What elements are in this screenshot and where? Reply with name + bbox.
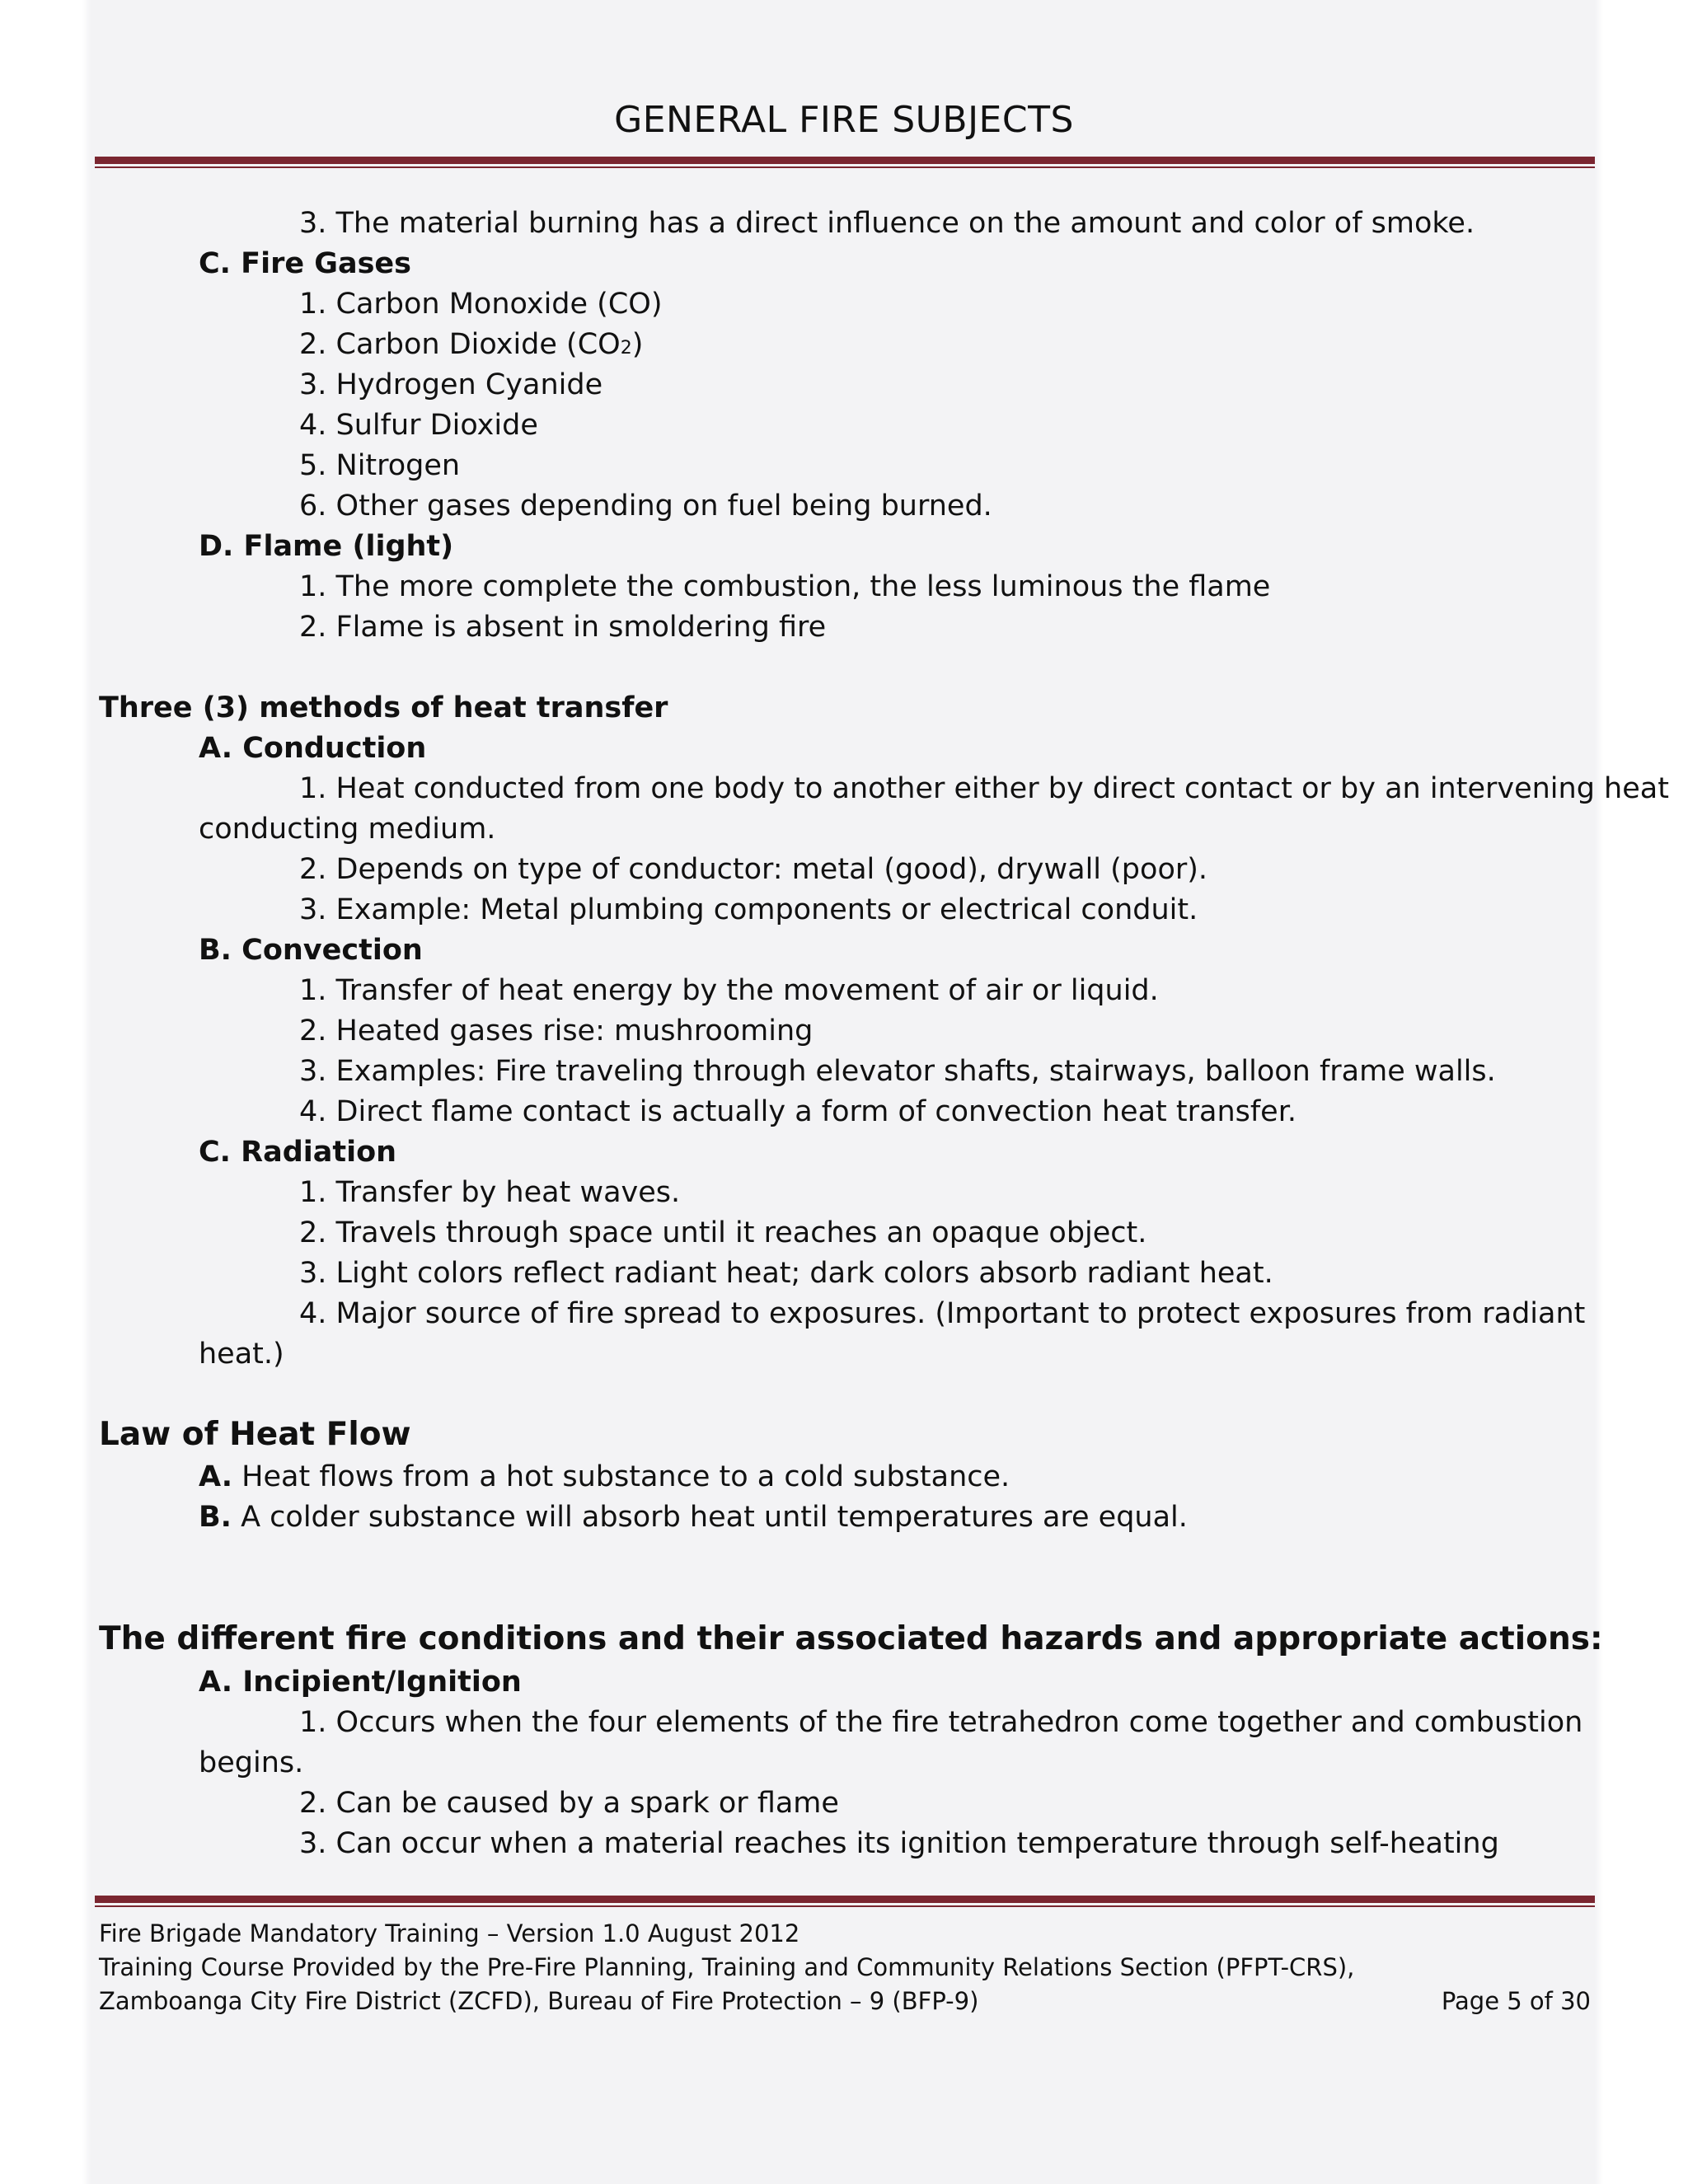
flame-item-1: 1. The more complete the combustion, the less luminous the flame: [299, 570, 1271, 603]
flame-item-2: 2. Flame is absent in smoldering fire: [299, 611, 827, 644]
convection-item-4: 4. Direct flame contact is actually a form of convection heat transfer.: [299, 1095, 1297, 1128]
conduction-item-2: 2. Depends on type of conductor: metal (good), drywall (poor).: [299, 853, 1208, 886]
conduction-item-1-cont: conducting medium.: [199, 813, 496, 846]
fire-gases-heading: C. Fire Gases: [199, 247, 412, 280]
radiation-item-2: 2. Travels through space until it reaches an opaque object.: [299, 1216, 1147, 1249]
footer-version: Fire Brigade Mandatory Training – Version 1.0 August 2012: [99, 1919, 800, 1947]
radiation-heading: C. Radiation: [199, 1136, 397, 1169]
conduction-heading: A. Conduction: [199, 732, 427, 765]
page-number: Page 5 of 30: [1441, 1987, 1591, 2015]
law-item-a: A. Heat flows from a hot substance to a cold substance.: [199, 1460, 1010, 1493]
incipient-item-1-cont: begins.: [199, 1746, 304, 1779]
header-rule: [95, 157, 1595, 168]
incipient-heading: A. Incipient/Ignition: [199, 1666, 522, 1699]
gas-item-4: 4. Sulfur Dioxide: [299, 409, 538, 442]
page-title: GENERAL FIRE SUBJECTS: [614, 99, 1074, 141]
convection-item-3: 3. Examples: Fire traveling through elevator shafts, stairways, balloon frame walls.: [299, 1055, 1496, 1088]
gas-item-3: 3. Hydrogen Cyanide: [299, 368, 603, 401]
gas-item-1: 1. Carbon Monoxide (CO): [299, 288, 663, 321]
flame-heading: D. Flame (light): [199, 530, 454, 563]
fire-conditions-heading: The different fire conditions and their associated hazards and appropriate actions:: [99, 1620, 1603, 1657]
gas-item-6: 6. Other gases depending on fuel being burned.: [299, 490, 992, 523]
law-item-b: B. A colder substance will absorb heat until temperatures are equal.: [199, 1501, 1188, 1534]
footer-course: Training Course Provided by the Pre-Fire Planning, Training and Community Relations Section (PFPT-CRS),: [99, 1953, 1355, 1981]
radiation-item-3: 3. Light colors reflect radiant heat; dark colors absorb radiant heat.: [299, 1257, 1273, 1290]
incipient-item-3: 3. Can occur when a material reaches its ignition temperature through self-heating: [299, 1827, 1499, 1860]
radiation-item-4: 4. Major source of fire spread to exposures. (Important to protect exposures from radiant: [299, 1297, 1586, 1330]
radiation-item-1: 1. Transfer by heat waves.: [299, 1176, 681, 1209]
incipient-item-2: 2. Can be caused by a spark or flame: [299, 1787, 839, 1820]
conduction-item-1: 1. Heat conducted from one body to another either by direct contact or by an intervening heat: [299, 772, 1669, 805]
radiation-item-4-cont: heat.): [199, 1338, 284, 1371]
convection-item-1: 1. Transfer of heat energy by the movement of air or liquid.: [299, 974, 1159, 1007]
convection-heading: B. Convection: [199, 934, 423, 967]
law-heat-flow-heading: Law of Heat Flow: [99, 1416, 411, 1453]
smoke-item-3: 3. The material burning has a direct influence on the amount and color of smoke.: [299, 207, 1475, 240]
subscript-2: 2: [620, 338, 632, 359]
footer-rule: [95, 1896, 1595, 1907]
gas-item-5: 5. Nitrogen: [299, 449, 461, 482]
footer-district: Zamboanga City Fire District (ZCFD), Bureau of Fire Protection – 9 (BFP-9): [99, 1987, 979, 2015]
gas-item-2: 2. Carbon Dioxide (CO2): [299, 328, 644, 361]
convection-item-2: 2. Heated gases rise: mushrooming: [299, 1015, 814, 1047]
heat-transfer-heading: Three (3) methods of heat transfer: [99, 691, 668, 724]
conduction-item-3: 3. Example: Metal plumbing components or electrical conduit.: [299, 893, 1198, 926]
incipient-item-1: 1. Occurs when the four elements of the fire tetrahedron come together and combustion: [299, 1706, 1583, 1739]
